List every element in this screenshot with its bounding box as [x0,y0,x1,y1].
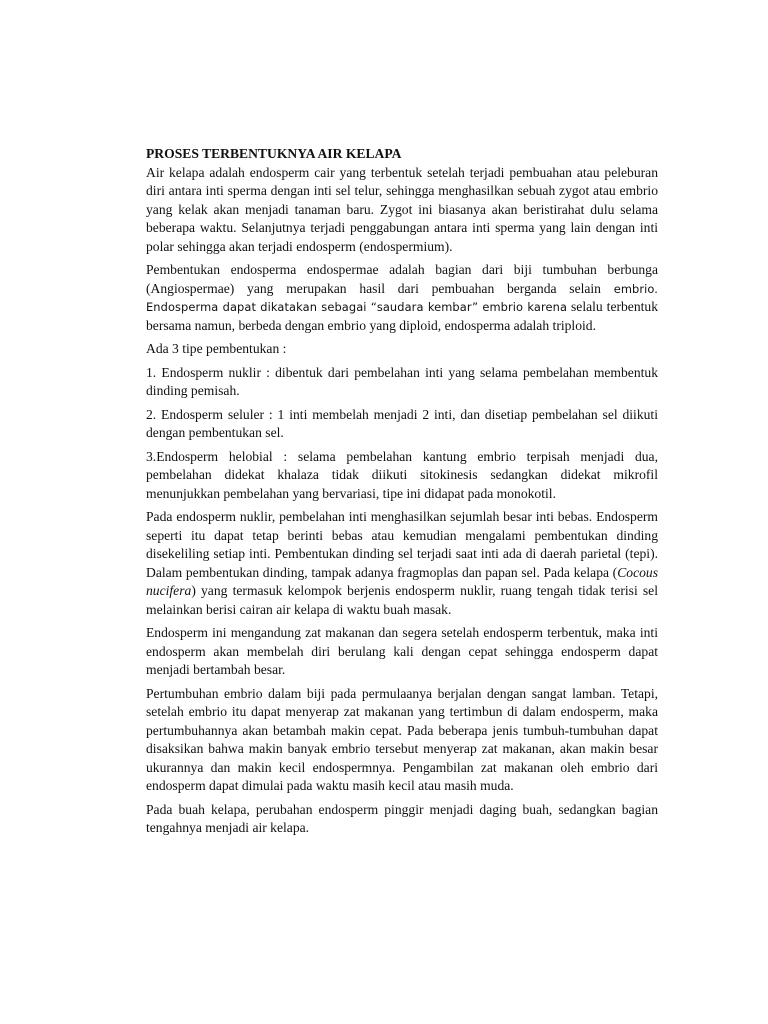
paragraph-zat-makanan-text: Endosperm ini mengandung zat makanan dan segera setelah endosperm terbentuk, maka inti endosperm akan membelah diri berulang kali dengan cepat sehingga endosperm dapat menjadi bertambah besar. [146,625,658,677]
list-item-nuklir [146,364,658,401]
paragraph-nuklir-detail [146,508,658,619]
paragraph-endosperma-part-c: selalu terbentuk bersama namun, berbeda dengan embrio yang diploid, endosperma adalah triploid. [146,299,659,333]
species-name: Cocous nucifera [146,564,658,598]
paragraph-pertumbuhan [146,685,658,796]
paragraph-endosperma-sans-line: embrio. Endosperma dapat dikatakan sebagai “saudara kembar” embrio karena [146,281,658,314]
paragraph-nuklir-detail-part-a: Pada endosperm nuklir, pembelahan inti menghasilkan sejumlah besar inti bebas. Endosperm seperti itu dapat tetap berinti bebas atau kemudian mengalami pembentukan dinding disekeliling setiap inti. Pembentukan dinding sel terjadi saat inti ada di daerah parietal (tepi). Dalam pembentukan dinding, tampak adanya fragmoplas dan papan sel. Pada kelapa ( [146,509,658,580]
document-page [146,145,658,843]
paragraph-intro [146,164,658,257]
paragraph-buah-kelapa-text: Pada buah kelapa, perubahan endosperm pinggir menjadi daging buah, sedangkan bagian tengahnya menjadi air kelapa. [146,801,658,835]
list-item-seluler-text: 2. Endosperm seluler : 1 inti membelah menjadi 2 inti, dan disetiap pembelahan sel diikuti dengan pembentukan sel. [146,406,658,440]
list-item-helobial-text: 3.Endosperm helobial : selama pembelahan kantung embrio terpisah menjadi dua, pembelahan didekat khalaza tidak diikuti sitokinesis sedangkan didekat mikrofil menunjukkan pembelahan yang bervariasi, tipe ini didapat pada monokotil. [146,448,658,501]
paragraph-tipe-heading-text: Ada 3 tipe pembentukan : [146,341,287,356]
paragraph-zat-makanan [146,624,658,680]
list-item-helobial [146,448,658,504]
paragraph-pertumbuhan-text: Pertumbuhan embrio dalam biji pada permulaanya berjalan dengan sangat lamban. Tetapi, setelah embrio itu dapat menyerap zat makanan yang tertimbun di dalam endosperm, maka pertumbuhannya akan betambah makin cepat. Pada beberapa jenis tumbuh-tumbuhan dapat disaksikan bahwa makin banyak embrio tersebut menyerap zat makanan, akan makin besar ukurannya dan makin kecil endospermnya. Pengambilan zat makanan oleh embrio dari endosperm dapat dimulai pada waktu masih kecil atau masih muda. [146,685,658,793]
list-item-nuklir-text: 1. Endosperm nuklir : dibentuk dari pembelahan inti yang selama pembelahan membentuk dinding pemisah. [146,364,658,398]
paragraph-tipe-heading [146,340,658,359]
paragraph-endosperma [146,261,658,335]
paragraph-buah-kelapa [146,801,658,838]
list-item-seluler [146,406,658,443]
document-title: PROSES TERBENTUKNYA AIR KELAPA [146,146,402,161]
paragraph-endosperma-part-a: Pembentukan endosperma endospermae adalah bagian dari biji tumbuhan berbunga (Angiospermae) yang merupakan hasil dari pembuahan berganda selain [146,262,658,296]
paragraph-intro-text: Air kelapa adalah endosperm cair yang terbentuk setelah terjadi pembuahan atau peleburan diri antara inti sperma dengan inti sel telur, sehingga menghasilkan sebuah zygot atau embrio yang kelak akan menjadi tanaman baru. Zygot ini biasanya akan beristirahat dulu selama beberapa waktu. Selanjutnya terjadi penggabungan antara inti sperma yang lain dengan inti polar sehingga akan terjadi endosperm (endospermium). [146,164,658,254]
paragraph-nuklir-detail-part-b: ) yang termasuk kelompok berjenis endosperm nuklir, ruang tengah tidak terisi sel melainkan berisi cairan air kelapa di waktu buah masak. [146,583,658,617]
